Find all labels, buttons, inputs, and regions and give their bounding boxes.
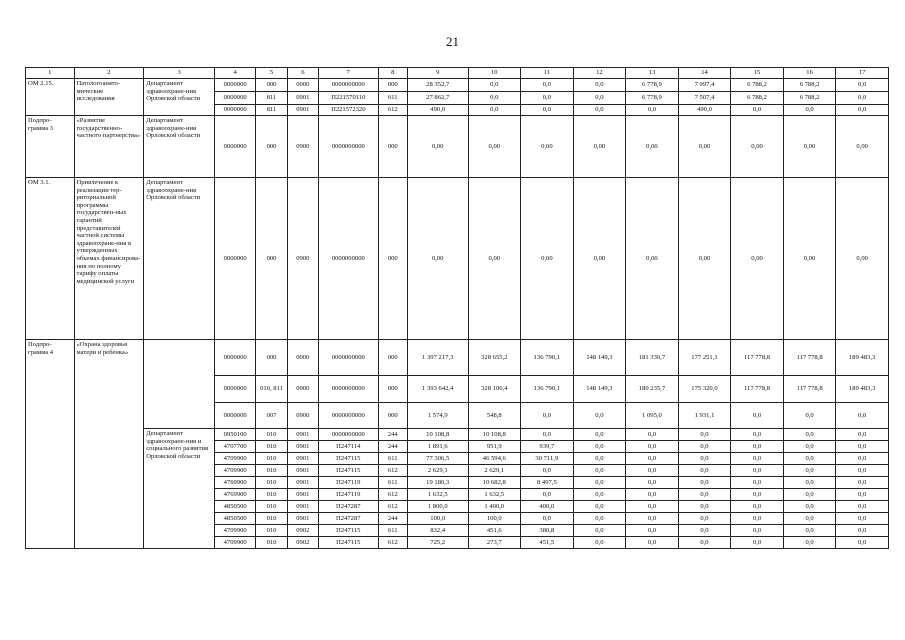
table-cell: 6 788,2 [731,92,784,105]
table-cell: 0,0 [731,441,784,453]
table-cell: 1 931,1 [678,403,731,429]
table-cell: 6 788,2 [783,92,836,105]
column-header: 14 [678,68,731,79]
table-cell: 0,0 [836,513,889,525]
table-cell: 4769900 [214,489,255,501]
table-cell: 0,0 [731,477,784,489]
table-cell: 548,8 [468,403,521,429]
cell-name: «Охрана здоровья матери и ребенка» [74,340,144,549]
table-cell: 0,0 [836,403,889,429]
table-cell: 0901 [287,477,318,489]
table-cell: 6 778,9 [626,79,679,92]
table-cell: 148 149,3 [573,340,626,376]
table-cell: 0,0 [573,513,626,525]
table-cell: 0901 [287,501,318,513]
table-cell: 0000000000 [319,403,379,429]
table-cell: 0,0 [783,429,836,441]
cell-name: Привлечение к реализации тер-риториальной программы государствен-ных гарантий представителей частной системы здравоохране-ния в утвержденных объемах финансирова-ния по полному тарифу оплаты медицинской услуги [74,178,144,340]
table-cell: 0,0 [573,489,626,501]
table-cell: 010 [256,501,287,513]
column-header: 4 [214,68,255,79]
table-cell: П247115 [319,465,379,477]
table-cell: 1 891,6 [407,441,468,453]
table-cell: П221572320 [319,105,379,116]
table-cell: 0,0 [836,79,889,92]
table-cell: 0000000 [214,79,255,92]
table-cell: 0901 [287,105,318,116]
table-cell: 000 [378,403,407,429]
table-cell: 0000000 [214,116,255,178]
table-cell: 0901 [287,489,318,501]
table-cell: 0,0 [468,92,521,105]
table-cell: 0,0 [731,501,784,513]
table-cell: 0000000 [214,92,255,105]
table-cell: 0,0 [573,537,626,549]
table-cell: 0,0 [678,489,731,501]
table-cell: 611 [378,453,407,465]
table-cell: 811 [256,92,287,105]
table-cell: 0,0 [468,79,521,92]
table-cell: П247119 [319,477,379,489]
table-cell: 0,0 [678,441,731,453]
table-cell: 0,0 [731,429,784,441]
table-cell: 0,0 [626,429,679,441]
table-cell: 4709900 [214,525,255,537]
table-cell: 0,0 [731,453,784,465]
table-cell: 0,0 [836,477,889,489]
table-cell: 1 400,0 [468,501,521,513]
table-cell: 244 [378,513,407,525]
cell-code: Подпро-грамма 3 [26,116,75,178]
table-cell: 0,00 [836,178,889,340]
table-cell: 0,0 [678,537,731,549]
table-cell: 0,00 [521,178,574,340]
table-cell: 0,0 [573,453,626,465]
table-cell: 0000000 [214,105,255,116]
cell-code: Подпро-грамма 4 [26,340,75,549]
table-cell: 0,0 [573,477,626,489]
table-cell: 0,0 [731,105,784,116]
table-cell: 328 106,4 [468,376,521,403]
cell-executor: Департамент здравоохране-ния и социального развития Орловской области [144,429,215,549]
table-cell: 0,0 [783,537,836,549]
table-cell: 10 108,8 [407,429,468,441]
table-cell: 000 [378,79,407,92]
table-cell: 136 790,1 [521,340,574,376]
table-cell: 0,00 [836,116,889,178]
column-header: 17 [836,68,889,79]
table-cell: 811 [256,105,287,116]
table-cell: 244 [378,429,407,441]
table-cell: 010 [256,489,287,501]
table-cell: 100,0 [407,513,468,525]
table-cell: 0902 [287,537,318,549]
table-cell: 0,0 [521,429,574,441]
column-header: 1 [26,68,75,79]
table-cell: 0,0 [678,525,731,537]
table-cell: 0,0 [836,105,889,116]
table-cell: 273,7 [468,537,521,549]
table-cell: 0,00 [731,116,784,178]
column-header: 11 [521,68,574,79]
table-cell: 832,4 [407,525,468,537]
table-cell: 0,0 [783,477,836,489]
table-cell: 0900 [287,116,318,178]
table-cell: 0,0 [521,513,574,525]
table-cell: П247119 [319,489,379,501]
table-row [26,340,889,376]
table-cell: 181 330,7 [626,340,679,376]
table-cell: 0901 [287,453,318,465]
column-header: 3 [144,68,215,79]
table-cell: 0,00 [573,116,626,178]
table-cell: 0,0 [626,465,679,477]
table-cell: 0,0 [783,441,836,453]
table-cell: 4850500 [214,501,255,513]
table-cell: 4709900 [214,465,255,477]
table-cell: 0,0 [573,429,626,441]
table-cell: 189 483,3 [836,340,889,376]
column-header: 9 [407,68,468,79]
table-cell: 0000 [287,79,318,92]
table-cell: 19 180,3 [407,477,468,489]
table-cell: 400,0 [521,501,574,513]
table-cell: 0,0 [626,501,679,513]
table-cell: 0,0 [521,403,574,429]
table-header-row [26,68,889,79]
table-cell: 0,00 [783,178,836,340]
table-cell: 1 632,5 [407,489,468,501]
table-cell: П247115 [319,453,379,465]
table-cell: 0000000 [214,403,255,429]
table-cell: 0,0 [836,489,889,501]
table-cell: 611 [378,477,407,489]
table-cell: 0901 [287,513,318,525]
table-cell: П247114 [319,441,379,453]
table-cell: 0901 [287,429,318,441]
table-cell: 77 306,5 [407,453,468,465]
table-cell: 189 483,3 [836,376,889,403]
table-cell: 0,0 [573,105,626,116]
table-cell: 10 108,8 [468,429,521,441]
table-cell: 0,00 [407,178,468,340]
table-cell: 6 788,2 [783,79,836,92]
table-cell: 0,0 [573,501,626,513]
table-cell: 0,0 [678,465,731,477]
table-cell: 0,00 [626,116,679,178]
table-cell: 0902 [287,525,318,537]
table-cell: 725,2 [407,537,468,549]
table-cell: 0,0 [783,403,836,429]
table-cell: 0,0 [521,92,574,105]
table-cell: 0950100 [214,429,255,441]
table-cell: 000 [378,376,407,403]
table-cell: 0,0 [783,489,836,501]
table-cell: 4850500 [214,513,255,525]
table-cell: 0,0 [573,92,626,105]
table-cell: 27 862,7 [407,92,468,105]
table-cell: П247287 [319,513,379,525]
table-cell: 451,5 [521,537,574,549]
table-cell: 0,0 [626,453,679,465]
table-cell: 939,7 [521,441,574,453]
table-cell: 0,0 [836,429,889,441]
table-cell: 0000000 [214,178,255,340]
table-cell: 0,0 [678,501,731,513]
table-cell: 0901 [287,465,318,477]
table-cell: 1 393 642,4 [407,376,468,403]
table-cell: 0000000 [214,376,255,403]
table-cell: 0000000000 [319,376,379,403]
table-cell: 0,0 [783,465,836,477]
table-cell: 0,0 [626,441,679,453]
table-cell: 4709900 [214,453,255,465]
table-cell: 612 [378,465,407,477]
table-cell: 148 149,3 [573,376,626,403]
column-header: 8 [378,68,407,79]
table-cell: 0,0 [836,537,889,549]
cell-executor: Департамент здравоохране-ния Орловской области [144,79,215,116]
table-cell: 1 632,5 [468,489,521,501]
table-cell: 117 778,8 [731,376,784,403]
table-cell: 612 [378,501,407,513]
cell-executor: Департамент здравоохране-ния Орловской области [144,178,215,340]
table-cell: 1 095,0 [626,403,679,429]
table-cell: 0,0 [731,537,784,549]
table-cell: П247115 [319,525,379,537]
column-header: 15 [731,68,784,79]
table-cell: 0,0 [836,441,889,453]
table-cell: 0000000000 [319,340,379,376]
table-cell: 0,00 [678,178,731,340]
table-cell: 000 [256,178,287,340]
table-cell: 000 [378,116,407,178]
table-cell: 612 [378,489,407,501]
column-header: 12 [573,68,626,79]
table-cell: 612 [378,105,407,116]
table-cell: 000 [256,116,287,178]
table-cell: 0000000 [214,340,255,376]
table-cell: 611 [378,525,407,537]
table-cell: 0,0 [731,465,784,477]
table-cell: 136 790,1 [521,376,574,403]
table-cell: 010 [256,513,287,525]
table-row [26,79,889,92]
table-cell: 0,0 [731,489,784,501]
table-cell: 0000000000 [319,178,379,340]
table-cell: 6 788,2 [731,79,784,92]
table-cell: 0,0 [836,501,889,513]
table-cell: 0,0 [573,79,626,92]
column-header: 13 [626,68,679,79]
cell-executor: Департамент здравоохране-ния Орловской области [144,116,215,178]
table-cell: 951,9 [468,441,521,453]
cell-code: ОМ 3.1. [26,178,75,340]
table-cell: 000 [378,340,407,376]
table-cell: 490,0 [407,105,468,116]
table-cell: 0,0 [626,525,679,537]
table-cell: 010 [256,477,287,489]
table-cell: 010 [256,441,287,453]
table-cell: 0,00 [626,178,679,340]
table-cell: П247287 [319,501,379,513]
table-cell: 7 997,4 [678,79,731,92]
table-cell: 0,00 [407,116,468,178]
table-cell: 0000 [287,340,318,376]
table-cell: 0,0 [521,79,574,92]
table-cell: 30 711,9 [521,453,574,465]
table-cell: 0900 [287,376,318,403]
table-cell: 0,0 [836,453,889,465]
table-cell: 0,0 [626,477,679,489]
table-cell: 0,00 [783,116,836,178]
table-cell: 0,0 [731,513,784,525]
table-cell: 175 320,0 [678,376,731,403]
cell-name: «Развитие государственно-частного партнерства» [74,116,144,178]
table-cell: 0,0 [573,441,626,453]
table-cell: 010 [256,465,287,477]
table-cell: 0,0 [836,525,889,537]
table-cell: 0,0 [678,513,731,525]
table-cell: 0,0 [521,105,574,116]
table-cell: 380,8 [521,525,574,537]
table-cell: 0,0 [573,403,626,429]
table-cell: 177 251,1 [678,340,731,376]
table-cell: 6 778,9 [626,92,679,105]
table-cell: 0,00 [468,178,521,340]
table-row [26,429,889,441]
table-cell: 0,0 [783,513,836,525]
table-cell: 0900 [287,178,318,340]
table-cell: 0901 [287,92,318,105]
table-cell: 2 629,1 [407,465,468,477]
table-cell: 0,0 [626,537,679,549]
table-cell: 0901 [287,441,318,453]
table-cell: 1 397 217,3 [407,340,468,376]
budget-table [25,67,889,549]
table-cell: 0,0 [731,525,784,537]
table-row [26,116,889,178]
table-cell: 0,0 [678,477,731,489]
table-cell: 000 [256,79,287,92]
table-cell: 007 [256,403,287,429]
cell-name: Патологоанато-мические исследования [74,79,144,116]
table-cell: 010 [256,537,287,549]
table-cell: 0,0 [783,501,836,513]
table-cell: 490,0 [678,105,731,116]
table-cell: 1 800,0 [407,501,468,513]
table-cell: 0,0 [836,92,889,105]
table-cell: 0,00 [731,178,784,340]
table-cell: 611 [378,92,407,105]
table-cell: 0,0 [626,513,679,525]
table-cell: 46 594,6 [468,453,521,465]
table-cell: 0,0 [678,429,731,441]
cell-code: ОМ 2.15. [26,79,75,116]
table-cell: 117 778,8 [783,376,836,403]
table-cell: П247115 [319,537,379,549]
table-cell: 1 574,9 [407,403,468,429]
table-cell: 0,00 [573,178,626,340]
table-cell: 100,0 [468,513,521,525]
table-cell: 10 682,8 [468,477,521,489]
column-header: 10 [468,68,521,79]
table-cell: 0000000000 [319,116,379,178]
page-number: 21 [446,34,459,49]
table-cell: 0,0 [468,105,521,116]
table-cell: 0,00 [678,116,731,178]
table-cell: 0,0 [783,453,836,465]
table-cell: 4769900 [214,477,255,489]
table-cell: 28 352,7 [407,79,468,92]
column-header: 7 [319,68,379,79]
table-cell: 117 778,8 [783,340,836,376]
table-cell: 0900 [287,403,318,429]
table-cell: 0,0 [626,105,679,116]
table-cell: 0,0 [573,525,626,537]
column-header: 2 [74,68,144,79]
table-cell: 0,0 [783,525,836,537]
table-cell: 0000000000 [319,429,379,441]
table-cell: 000 [256,340,287,376]
table-cell: 010, 811 [256,376,287,403]
table-cell: 7 507,4 [678,92,731,105]
table-cell: 0000000000 [319,79,379,92]
table-cell: 010 [256,453,287,465]
table-cell: 117 778,8 [731,340,784,376]
table-cell: 2 629,1 [468,465,521,477]
table-cell: 180 235,7 [626,376,679,403]
table-cell: 010 [256,525,287,537]
table-cell: 328 655,2 [468,340,521,376]
column-header: 16 [783,68,836,79]
table-cell: 0,0 [836,465,889,477]
table-cell: 0,0 [731,403,784,429]
table-cell: 0,0 [626,489,679,501]
table-cell: П221570110 [319,92,379,105]
table-cell: 0,0 [783,105,836,116]
table-cell: 0,0 [521,465,574,477]
table-cell: 8 497,5 [521,477,574,489]
table-cell: 0,00 [468,116,521,178]
table-cell: 0,0 [521,489,574,501]
table-cell: 244 [378,441,407,453]
table-row [26,178,889,340]
cell-executor [144,340,215,429]
table-cell: 612 [378,537,407,549]
table-cell: 4709900 [214,537,255,549]
column-header: 6 [287,68,318,79]
table-cell: 0,0 [678,453,731,465]
table-cell: 0,00 [521,116,574,178]
table-cell: 451,6 [468,525,521,537]
table-cell: 4707700 [214,441,255,453]
table-cell: 000 [378,178,407,340]
table-cell: 0,0 [573,465,626,477]
column-header: 5 [256,68,287,79]
table-cell: 010 [256,429,287,441]
